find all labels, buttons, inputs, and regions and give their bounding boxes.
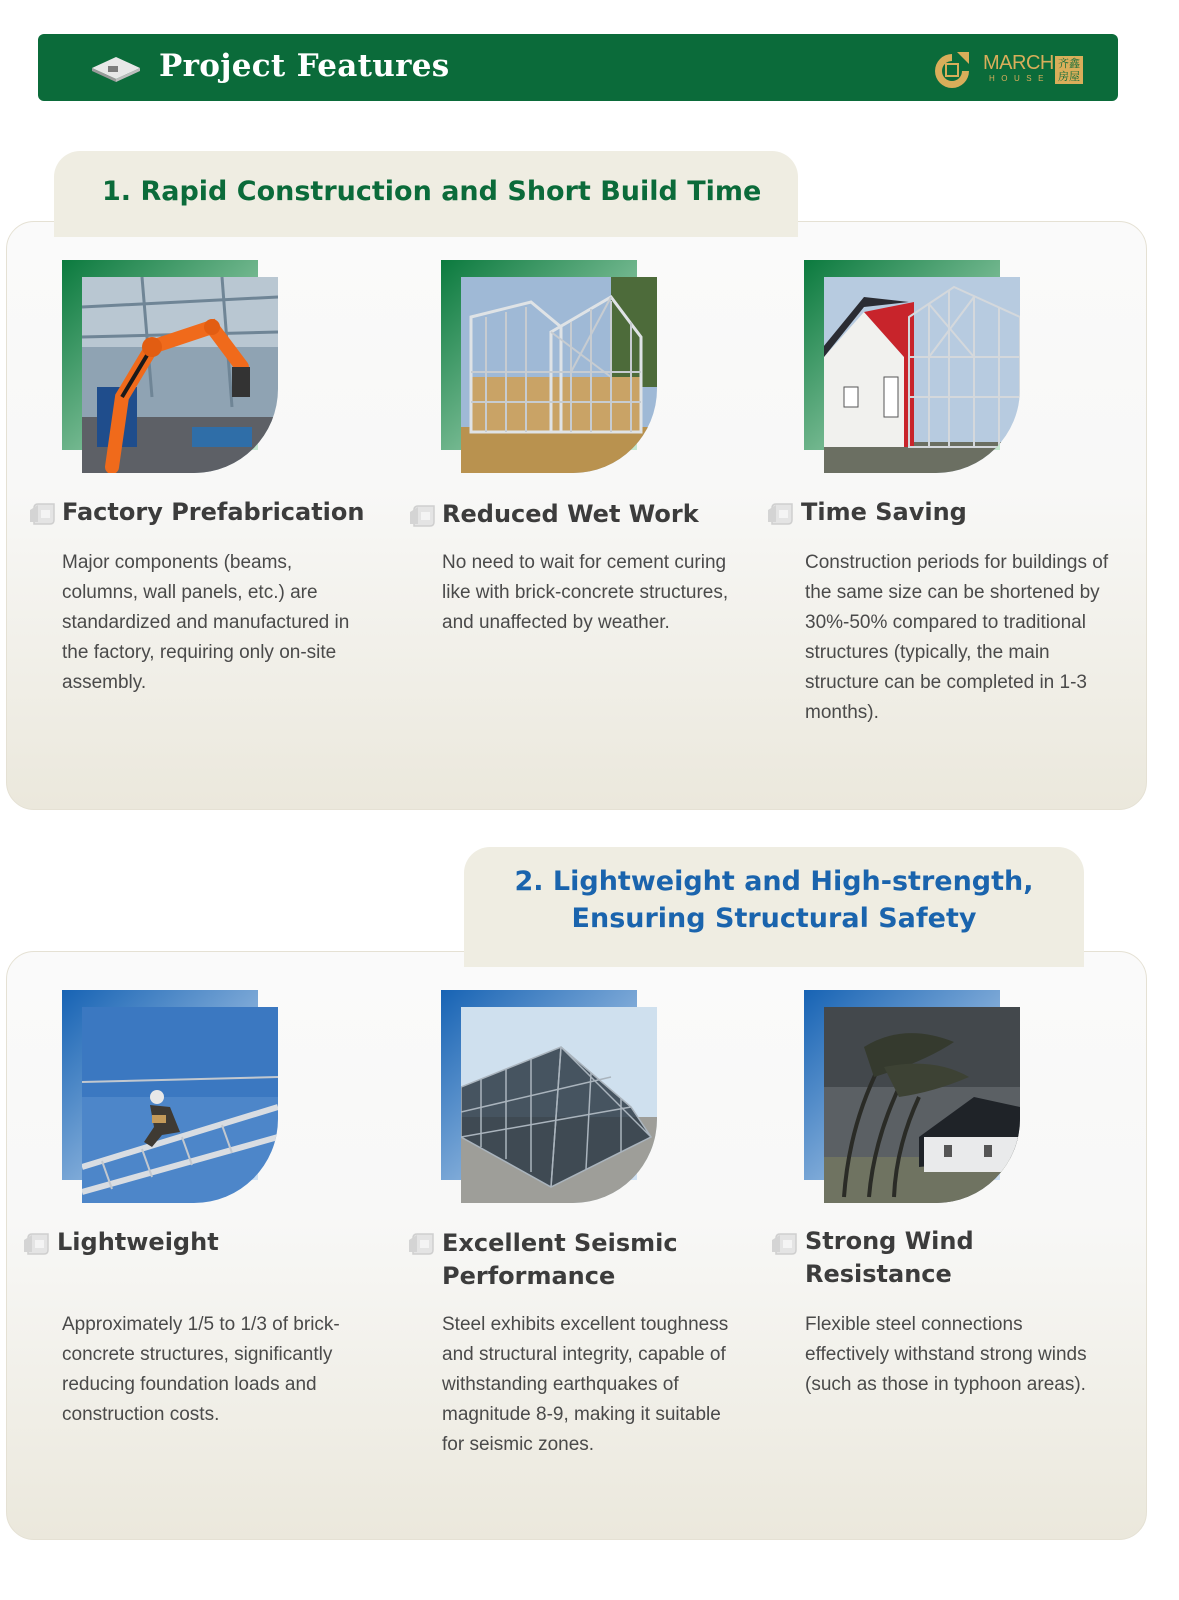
brand-cn-seal: 齐鑫房屋 xyxy=(1055,56,1083,84)
feature-title: Reduced Wet Work xyxy=(442,500,699,528)
feature-title-line-1: Strong Wind xyxy=(805,1227,974,1255)
badge-icon xyxy=(28,500,58,526)
badge-icon xyxy=(770,1230,800,1256)
badge-icon xyxy=(407,1230,437,1256)
feature-title-line-2: Performance xyxy=(442,1262,616,1290)
section-1-title: 1. Rapid Construction and Short Build Time xyxy=(102,176,762,207)
steel-frame-house-photo xyxy=(461,277,657,473)
storm-trees-house-photo xyxy=(824,1007,1020,1203)
feature-description: Approximately 1/5 to 1/3 of brick-concrete structures, significantly reducing foundation loads and construction costs. xyxy=(62,1314,340,1425)
badge-icon xyxy=(22,1230,52,1256)
feature-title: Factory Prefabrication xyxy=(62,498,365,526)
steel-truss-frame-photo xyxy=(461,1007,657,1203)
worker-on-steel-beam-photo xyxy=(82,1007,278,1203)
feature-title: Time Saving xyxy=(801,498,967,526)
feature-description: Steel exhibits excellent toughness and structural integrity, capable of withstanding earthquakes of magnitude 8-9, making it suitable for seismic zones. xyxy=(442,1314,729,1455)
section-2-title-line-1: 2. Lightweight and High-strength, xyxy=(514,866,1034,897)
brand-subtitle: HOUSE xyxy=(989,74,1050,83)
header-banner xyxy=(38,34,1118,101)
badge-icon xyxy=(408,502,438,528)
feature-title-line-2: Resistance xyxy=(805,1260,952,1288)
page-title: Project Features xyxy=(159,48,450,84)
brand-logo xyxy=(931,48,1091,88)
feature-description: Construction periods for buildings of the same size can be shortened by 30%-50% compared to traditional structures (typically, the main structure can be completed in 1-3 months). xyxy=(805,552,1109,723)
feature-title-line-1: Excellent Seismic xyxy=(442,1229,678,1257)
feature-description: Major components (beams, columns, wall panels, etc.) are standardized and manufactured in the factory, requiring only on-site assembly. xyxy=(62,552,350,693)
section-1-tab xyxy=(54,151,798,237)
march-logo-icon xyxy=(931,50,973,88)
house-roof-icon xyxy=(90,54,142,82)
feature-description: No need to wait for cement curing like with brick-concrete structures, and unaffected by weather. xyxy=(442,552,729,633)
badge-icon xyxy=(766,500,796,526)
feature-title xyxy=(442,1227,678,1293)
feature-title: Lightweight xyxy=(57,1228,219,1256)
brand-name: MARCH xyxy=(983,52,1054,74)
section-2-title-line-2: Ensuring Structural Safety xyxy=(571,903,977,934)
feature-title xyxy=(805,1225,974,1291)
robot-arm-factory-photo xyxy=(82,277,278,473)
section-2-title xyxy=(464,863,1084,937)
feature-description: Flexible steel connections effectively withstand strong winds (such as those in typhoon areas). xyxy=(805,1314,1087,1395)
half-finished-house-photo xyxy=(824,277,1020,473)
section-2-tab xyxy=(464,847,1084,967)
